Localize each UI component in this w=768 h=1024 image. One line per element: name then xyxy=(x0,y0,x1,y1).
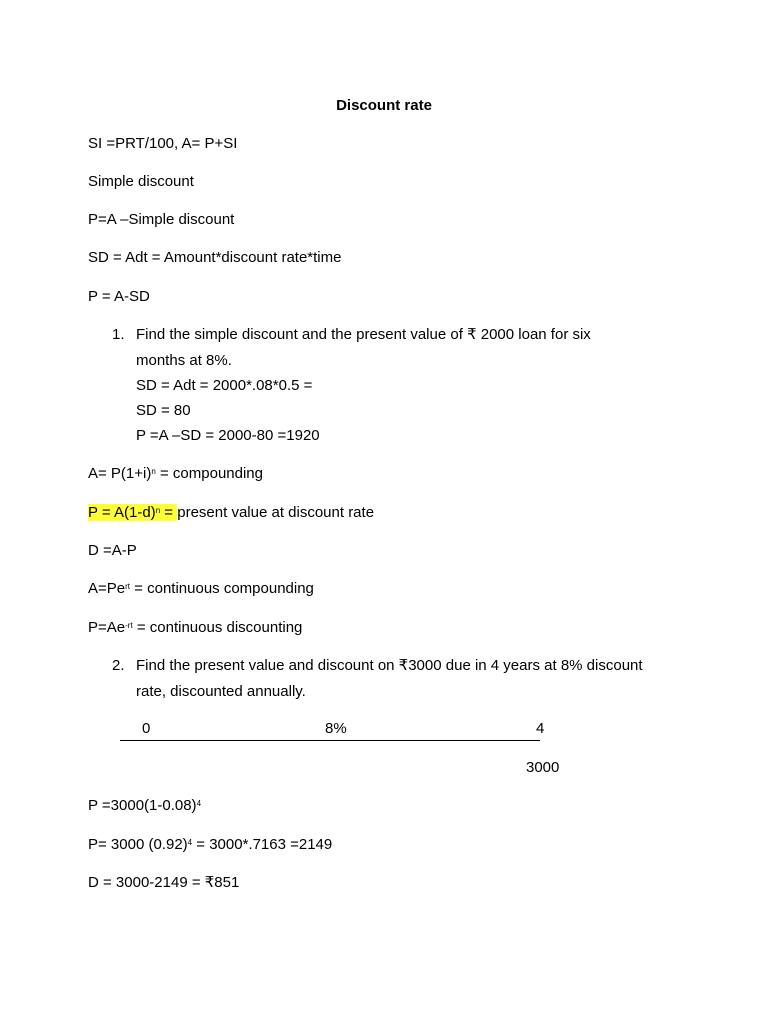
continuous-discounting-exponent: -rt xyxy=(125,621,133,630)
question-1-line1: Find the simple discount and the present value of ₹ 2000 loan for six xyxy=(136,326,591,343)
timeline-start-label: 0 xyxy=(142,720,151,737)
compounding-exponent: n xyxy=(151,467,156,476)
present-value-formula xyxy=(88,503,374,523)
question-1-calc-1: SD = Adt = 2000*.08*0.5 = xyxy=(136,377,313,394)
timeline-axis xyxy=(120,740,540,741)
simple-discount-heading: Simple discount xyxy=(88,173,194,190)
compounding-suffix: = compounding xyxy=(155,465,263,482)
p-formula-simple: P=A –Simple discount xyxy=(88,211,235,228)
timeline-rate-label: 8% xyxy=(325,720,347,737)
compounding-formula xyxy=(88,464,263,484)
d-formula: D =A-P xyxy=(88,542,137,559)
continuous-discounting-formula xyxy=(88,618,302,638)
sd-formula: SD = Adt = Amount*discount rate*time xyxy=(88,249,342,266)
continuous-compounding-suffix: = continuous compounding xyxy=(130,580,314,597)
si-formula: SI =PRT/100, A= P+SI xyxy=(88,135,238,152)
continuous-discounting-prefix: P=Ae xyxy=(88,619,126,636)
present-value-prefix: P = A(1-d) xyxy=(88,504,156,521)
present-value-equals: = xyxy=(160,504,178,521)
calc-p-evaluated-prefix: P= 3000 (0.92) xyxy=(88,836,188,853)
question-1-calc-2: SD = 80 xyxy=(136,402,191,419)
question-2-number: 2. xyxy=(112,657,125,674)
calc-p-evaluated-suffix: = 3000*.7163 =2149 xyxy=(192,836,333,853)
timeline-amount-label: 3000 xyxy=(526,759,560,776)
continuous-compounding-exponent: rt xyxy=(125,582,131,591)
calc-p-prefix: P =3000(1-0.08) xyxy=(88,797,197,814)
calc-p-evaluated xyxy=(88,835,332,855)
calc-p-evaluated-exponent: 4 xyxy=(187,838,193,847)
present-value-suffix: present value at discount rate xyxy=(177,504,375,521)
question-1 xyxy=(112,325,591,345)
question-2-line2: rate, discounted annually. xyxy=(136,683,306,700)
present-value-exponent: n xyxy=(155,506,161,515)
question-1-line2: months at 8%. xyxy=(136,352,232,369)
question-1-number: 1. xyxy=(112,326,125,343)
calc-p-formula xyxy=(88,796,201,816)
compounding-prefix: A= P(1+i) xyxy=(88,465,152,482)
continuous-compounding-prefix: A=Pe xyxy=(88,580,126,597)
timeline-end-label: 4 xyxy=(536,720,545,737)
question-2 xyxy=(112,656,643,676)
continuous-discounting-suffix: = continuous discounting xyxy=(132,619,303,636)
highlighted-formula xyxy=(88,504,177,521)
calc-p-exponent: 4 xyxy=(196,799,202,808)
calc-d-result: D = 3000-2149 = ₹851 xyxy=(88,874,240,891)
continuous-compounding-formula xyxy=(88,579,314,599)
p-formula-sd: P = A-SD xyxy=(88,288,150,305)
page-title: Discount rate xyxy=(336,97,432,114)
question-1-calc-3: P =A –SD = 2000-80 =1920 xyxy=(136,427,320,444)
question-2-line1: Find the present value and discount on ₹3000 due in 4 years at 8% discount xyxy=(136,657,643,674)
